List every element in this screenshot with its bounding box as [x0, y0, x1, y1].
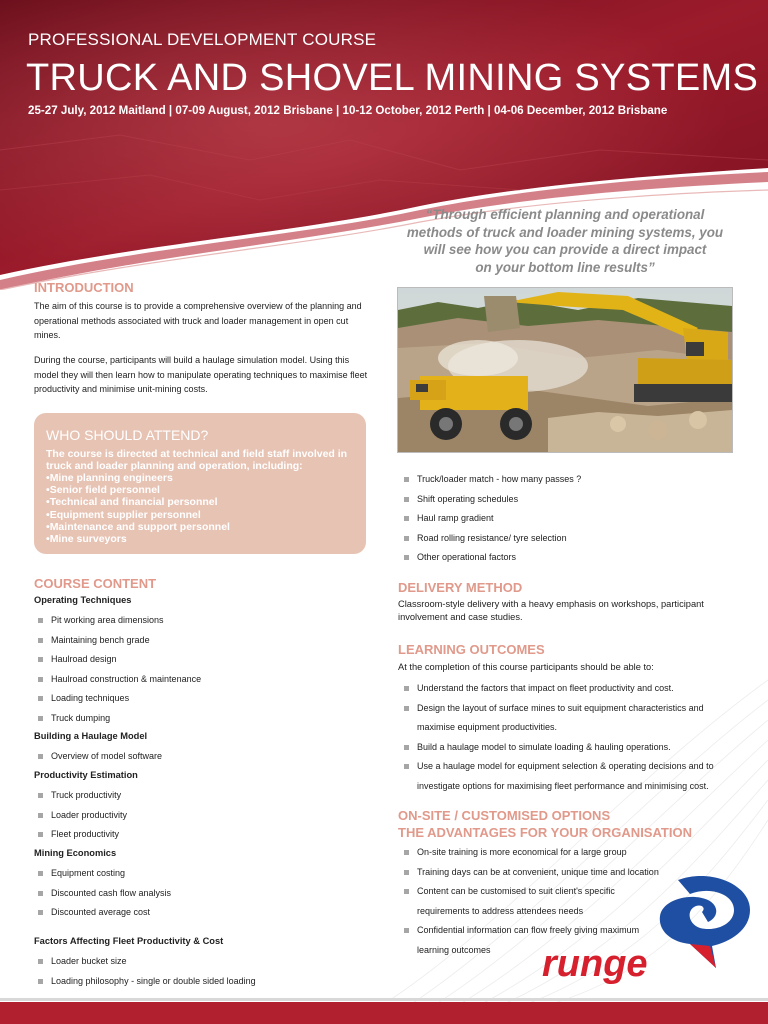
list-item: Loading techniques — [34, 692, 374, 712]
outcomes-list — [400, 682, 750, 799]
delivery-text: Classroom-style delivery with a heavy emphasis on workshops, participant involvement and case studies. — [398, 599, 704, 622]
factors-continued-list — [400, 473, 740, 571]
quote-line: will see how you can provide a direct impact — [423, 242, 707, 257]
operating-techniques-list — [34, 614, 374, 731]
list-item-continued: investigate options for maximising fleet performance and minimising cost. — [417, 780, 709, 791]
runge-logo — [540, 872, 760, 992]
list-item: Understand the factors that impact on fleet productivity and cost. — [400, 682, 750, 702]
list-item: • Maintenance and support personnel — [46, 521, 230, 533]
onsite-heading: ON-SITE / CUSTOMISED OPTIONS — [398, 808, 611, 823]
list-item: Build a haulage model to simulate loading & hauling operations. — [400, 741, 750, 761]
list-item: Haulroad design — [34, 653, 374, 673]
delivery-heading: DELIVERY METHOD — [398, 580, 523, 595]
page-title: TRUCK AND SHOVEL MINING SYSTEMS — [26, 57, 759, 99]
course-dates: 25-27 July, 2012 Maitland | 07-09 August, 2012 Brisbane | 10-12 October, 2012 Perth | 04-06 December, 2012 Brisbane — [28, 104, 668, 117]
list-item: Overview of model software — [34, 750, 374, 770]
list-item: Loader productivity — [34, 809, 374, 829]
list-item: Loader bucket size — [34, 955, 374, 975]
list-item: Maintaining bench grade — [34, 634, 374, 654]
haulage-model-title: Building a Haulage Model — [34, 731, 148, 741]
outcomes-heading: LEARNING OUTCOMES — [398, 642, 545, 657]
list-item: Truck productivity — [34, 789, 374, 809]
quote-line: methods of truck and loader mining systems, you — [406, 224, 724, 240]
economics-list — [34, 867, 374, 926]
list-item: Shift operating schedules — [400, 493, 740, 513]
quote-line: “Through efficient planning and operational — [425, 207, 705, 222]
quote-line: on your bottom line results” — [475, 259, 655, 275]
footer-divider — [0, 998, 768, 1001]
list-item: Road rolling resistance/ tyre selection — [400, 532, 740, 552]
economics-title: Mining Economics — [34, 848, 117, 858]
course-type: PROFESSIONAL DEVELOPMENT COURSE — [28, 30, 377, 49]
list-item: • Equipment supplier personnel — [46, 509, 230, 521]
list-item: Discounted cash flow analysis — [34, 887, 374, 907]
list-item: Haul ramp gradient — [400, 512, 740, 532]
list-item: • Technical and financial personnel — [46, 496, 230, 508]
list-item: Truck/loader match - how many passes ? — [400, 473, 740, 493]
list-item: Design the layout of surface mines to suit equipment characteristics and — [400, 702, 750, 722]
who-should-attend-heading: WHO SHOULD ATTEND? — [46, 427, 209, 443]
list-item: Truck dumping — [34, 712, 374, 732]
list-item: Haulroad construction & maintenance — [34, 673, 374, 693]
who-should-attend-box — [34, 413, 366, 554]
list-item: Use a haulage model for equipment selection & operating decisions and to — [400, 760, 750, 780]
list-item-continued: learning outcomes — [417, 944, 491, 955]
productivity-list — [34, 789, 374, 848]
introduction-paragraph-2: During the course, participants will build a haulage simulation model. Using this model they will then learn how to manipulate operating techniques to maximise fleet productivity and minimise unit-mining costs. — [34, 355, 368, 394]
factors-list — [34, 955, 374, 994]
list-item: Loading philosophy - single or double sided loading — [34, 975, 374, 995]
outcomes-intro: At the completion of this course participants should be able to: — [398, 662, 654, 672]
operating-techniques-title: Operating Techniques — [34, 595, 132, 605]
attendee-list — [46, 472, 230, 545]
footer-bar — [0, 1002, 768, 1024]
list-item: Fleet productivity — [34, 828, 374, 848]
who-should-attend-intro: The course is directed at technical and field staff involved in truck and loader planning and operation, including: — [46, 448, 348, 473]
list-item: Training days can be at convenient, unique time and location — [400, 866, 660, 886]
list-item: Discounted average cost — [34, 906, 374, 926]
list-item: • Senior field personnel — [46, 484, 230, 496]
list-item: • Mine planning engineers — [46, 472, 230, 484]
list-item: Equipment costing — [34, 867, 374, 887]
list-item: Confidential information can flow freely giving maximum — [400, 924, 660, 944]
productivity-title: Productivity Estimation — [34, 770, 138, 780]
list-item: • Mine surveyors — [46, 533, 230, 545]
list-item: On-site training is more economical for a large group — [400, 846, 660, 866]
course-content-heading: COURSE CONTENT — [34, 576, 157, 591]
list-item: Other operational factors — [400, 551, 740, 571]
list-item-continued: requirements to address attendees needs — [417, 905, 584, 916]
introduction-paragraph-1: The aim of this course is to provide a comprehensive overview of the planning and operational methods associated with truck and loader management in open cut mines. — [34, 301, 362, 340]
mining-photo — [397, 287, 733, 453]
advantages-heading: THE ADVANTAGES FOR YOUR ORGANISATION — [398, 825, 692, 840]
list-item: Content can be customised to suit client's specific — [400, 885, 660, 905]
factors-title: Factors Affecting Fleet Productivity & Cost — [34, 936, 224, 946]
list-item: Pit working area dimensions — [34, 614, 374, 634]
list-item-continued: maximise equipment productivities. — [417, 722, 558, 732]
pull-quote — [384, 206, 746, 276]
logo-wordmark: runge — [542, 943, 648, 985]
haulage-model-list — [34, 750, 374, 770]
introduction-heading: INTRODUCTION — [34, 280, 134, 295]
